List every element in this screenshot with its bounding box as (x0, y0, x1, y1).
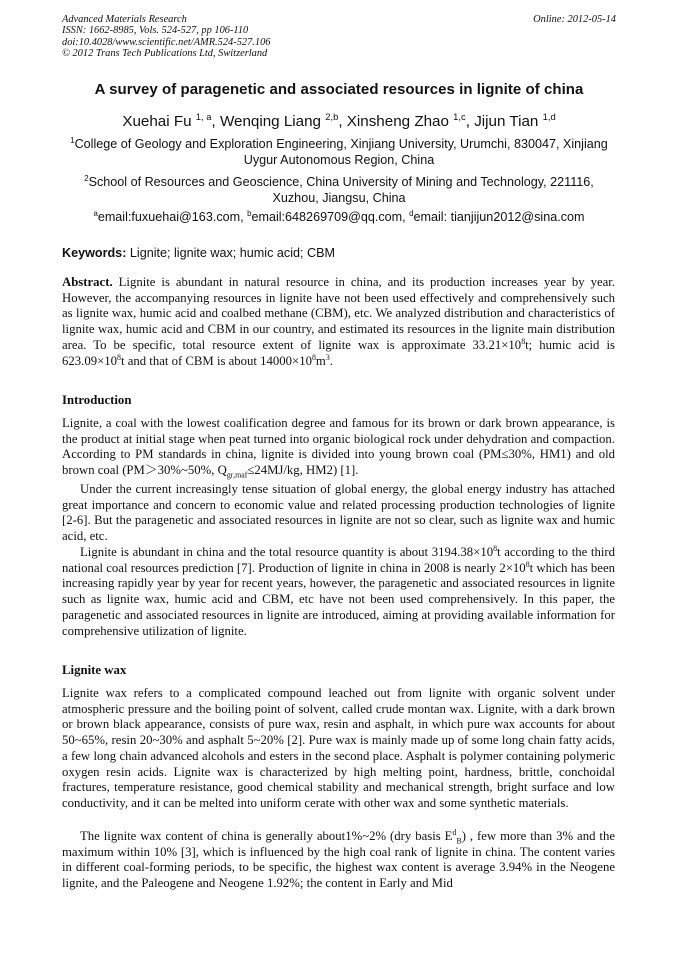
section-heading-lignite-wax: Lignite wax (62, 663, 127, 677)
issn-line: ISSN: 1662-8985, Vols. 524-527, pp 106-110 (62, 25, 249, 37)
keywords-label: Keywords: (62, 246, 127, 260)
journal-name: Advanced Materials Research (62, 14, 187, 25)
keywords (62, 246, 335, 260)
author-emails: $^a$email:fuxuehai@163.com, $^b$email:648269709@qq.com, $^d$email: tianjijun2012@sina.com (93, 208, 585, 224)
section-heading-introduction: Introduction (62, 393, 132, 407)
email-link[interactable]: email: tianjijun2012@sina.com (413, 210, 585, 224)
intro-paragraph-1: Lignite, a coal with the lowest coalification degree and famous for its brown or dark brown appearance, is the product at initial stage when peat turned into organic biological rock under dehydration and compaction. According to PM standards in china, lignite is divided into young brown coal (PM≤30%, HM1) and old brown coal (PM＞30%~50%, $Q_{gr,maf}\le 24MJ/kg$, HM2) [1]. (62, 416, 615, 480)
author-affiliation-mark: 2,b (325, 110, 339, 122)
online-date: Online: 2012-05-14 (533, 14, 616, 25)
email-link[interactable]: email:fuxuehai@163.com, (97, 210, 248, 224)
wax-paragraph-1: Lignite wax refers to a complicated compound leached out from lignite with organic solvent under atmospheric pressure and the boiling point of solvent, called crude montan wax. Lignite, with a dark brown or brown black appearance, consists of pure wax, resin and asphalt, in which pure wax accounts for about 50~65%, resin 20~30% and asphalt 5~20% [2]. Pure wax is mainly made up of some long chain fatty acids, a few long chain advanced alcohols and esters in the second place. Asphalt is polymer containing polymeric oxygen resin acids. Lignite wax is characterized by high melting point, hardness, brittle, conchoidal fractures, temperature resistance, good chemical stability and mechanical strength, bright surface and low conductivity, and it can be melted into uniform cerate with other wax and some synthetic materials. (62, 686, 615, 810)
copyright-line: © 2012 Trans Tech Publications Ltd, Switzerland (62, 47, 268, 59)
author-name: Xinsheng Zhao (346, 113, 449, 130)
author-name: Jijun Tian (474, 113, 539, 130)
author-name: Wenqing Liang (219, 113, 321, 130)
intro-paragraph-2: Under the current increasingly tense situation of global energy, the global energy industry has attached great importance and concern to economic value and related processing production technologies of lignite [2-6]. But the paragenetic and associated resources in lignite are not so clear, such as lignite wax and humic acid, etc. (62, 482, 615, 544)
author-name: Xuehai Fu (122, 113, 192, 130)
abstract: Abstract. Lignite is abundant in natural resource in china, and its production increases year by year. However, the accompanying resources in lignite have not been used effectively and comprehensively such as lignite wax, humic acid and coalbed methane (CBM), etc. We analyzed distribution and characteristics of lignite wax, humic acid and CBM in our country, and estimated its resources in the lignite main distribution area. To be specific, total resource extent of lignite wax is approximate $33.21\times 10^8t$; humic acid is $623.09\times 10^8t$ and that of CBM is about $14000\times 10^8m^3$. (62, 275, 615, 368)
email-link[interactable]: email:648269709@qq.com, (251, 210, 410, 224)
abstract-label: Abstract. (62, 275, 113, 289)
intro-paragraph-3: Lignite is abundant in china and the total resource quantity is about $3194.38\times 10^8t$ according to the third national coal resources prediction [7]. Production of lignite in china in 2008 is nearly $2\times 10^8t$ which has been increasing rapidly year by year for recent years, however, the paragenetic and associated resources in lignite such as lignite wax, humic acid and CBM, etc have not been used comprehensively. In this paper, the paragenetic and associated resources in lignite are introduced, aiming at providing available information for comprehensive utilization of lignite. (62, 543, 615, 638)
author-list: Xuehai Fu $^{1, a}$, Wenqing Liang $^{2,b}$, Xinsheng Zhao $^{1,c}$, Jijun Tian $^{1,d}$ (122, 110, 556, 130)
journal-header (62, 14, 616, 59)
author-affiliation-mark: 1,c (453, 110, 466, 122)
author-affiliation-mark: 1, a (195, 110, 212, 122)
affiliation-1: $^1$College of Geology and Exploration Engineering, Xinjiang University, Urumchi, 830047, Xinjiang Uygur Autonomous Region, China (70, 135, 608, 167)
author-affiliation-mark: 1,d (542, 110, 556, 122)
paper-title: A survey of paragenetic and associated resources in lignite of china (94, 81, 584, 98)
keywords-text: Lignite; lignite wax; humic acid; CBM (126, 246, 335, 260)
affiliation-2: $^2$School of Resources and Geoscience, China University of Mining and Technology, 221116, Xuzhou, Jiangsu, China (84, 173, 594, 205)
wax-paragraph-2: The lignite wax content of china is generally about1%~2% (dry basis $E^d_B$) , few more than 3% and the maximum within 10% [3], which is influenced by the high coal rank of lignite in china. The content varies in different coal-forming periods, to be specific, the highest wax content is average 3.94% in the Neogene lignite, and the Paleogene and Neogene 1.92%; the content in Early and Mid (62, 827, 615, 891)
doi-line: doi:10.4028/www.scientific.net/AMR.524-527.106 (62, 36, 271, 48)
